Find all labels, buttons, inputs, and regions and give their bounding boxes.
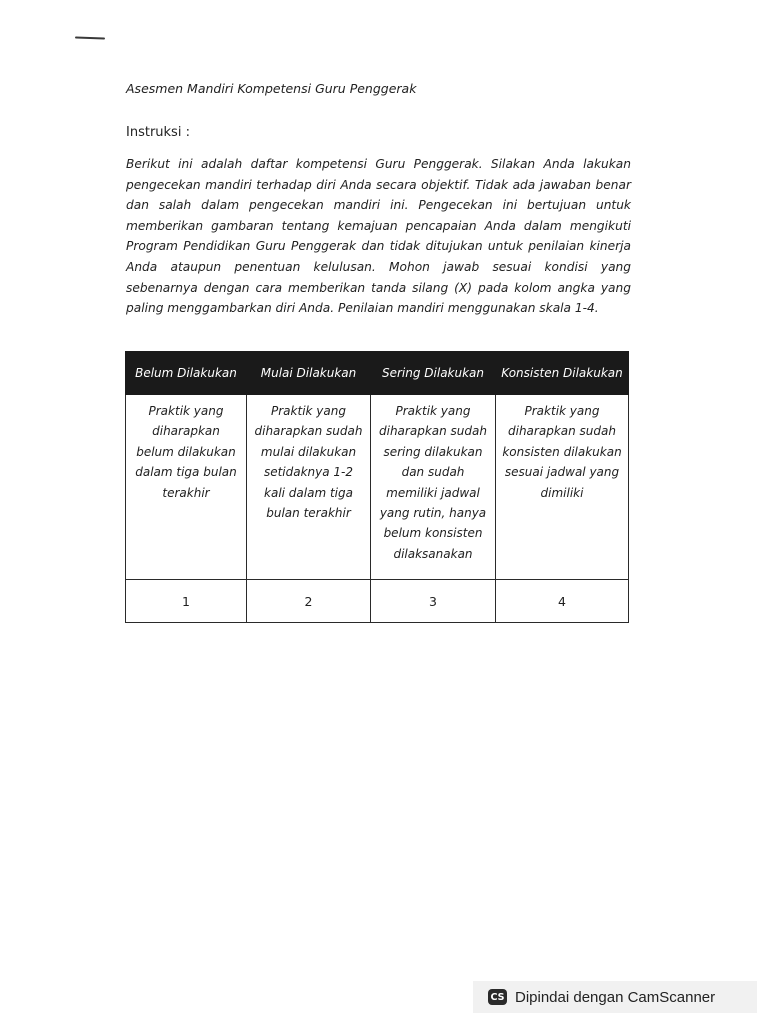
camscanner-text: Dipindai dengan CamScanner xyxy=(515,988,716,1006)
value-row xyxy=(126,580,629,623)
instruction-label: Instruksi : xyxy=(126,125,190,140)
value-4: 4 xyxy=(496,580,629,623)
camscanner-icon: CS xyxy=(488,989,507,1005)
value-3: 3 xyxy=(371,580,496,623)
description-row xyxy=(126,395,629,580)
scale-table xyxy=(125,351,629,623)
description-mulai-dilakukan: Praktik yang diharapkan sudah mulai dilakukan setidaknya 1-2 kali dalam tiga bulan terakhir xyxy=(247,395,371,580)
pen-mark xyxy=(75,36,105,39)
description-konsisten-dilakukan: Praktik yang diharapkan sudah konsisten dilakukan sesuai jadwal yang dimiliki xyxy=(496,395,629,580)
header-konsisten-dilakukan: Konsisten Dilakukan xyxy=(496,352,629,395)
instruction-paragraph: Berikut ini adalah daftar kompetensi Guru Penggerak. Silakan Anda lakukan pengecekan mandiri terhadap diri Anda secara objektif. Tidak ada jawaban benar dan salah dalam pengecekan mandiri ini. Pengecekan ini bertujuan untuk memberikan gambaran tentang kemajuan pencapaian Anda dalam mengikuti Program Pendidikan Guru Penggerak dan tidak ditujukan untuk penilaian kinerja Anda ataupun penentuan kelulusan. Mohon jawab sesuai kondisi yang sebenarnya dengan cara memberikan tanda silang (X) pada kolom angka yang paling menggambarkan diri Anda. Penilaian mandiri menggunakan skala 1-4. xyxy=(126,157,631,316)
header-belum-dilakukan: Belum Dilakukan xyxy=(126,352,247,395)
value-2: 2 xyxy=(247,580,371,623)
document-title: Asesmen Mandiri Kompetensi Guru Penggerak xyxy=(126,81,417,96)
scale-header-row xyxy=(126,352,629,395)
description-belum-dilakukan: Praktik yang diharapkan belum dilakukan dalam tiga bulan terakhir xyxy=(126,395,247,580)
camscanner-watermark xyxy=(473,981,757,1013)
description-sering-dilakukan: Praktik yang diharapkan sudah sering dilakukan dan sudah memiliki jadwal yang rutin, hanya belum konsisten dilaksanakan xyxy=(371,395,496,580)
value-1: 1 xyxy=(126,580,247,623)
header-sering-dilakukan: Sering Dilakukan xyxy=(371,352,496,395)
header-mulai-dilakukan: Mulai Dilakukan xyxy=(247,352,371,395)
